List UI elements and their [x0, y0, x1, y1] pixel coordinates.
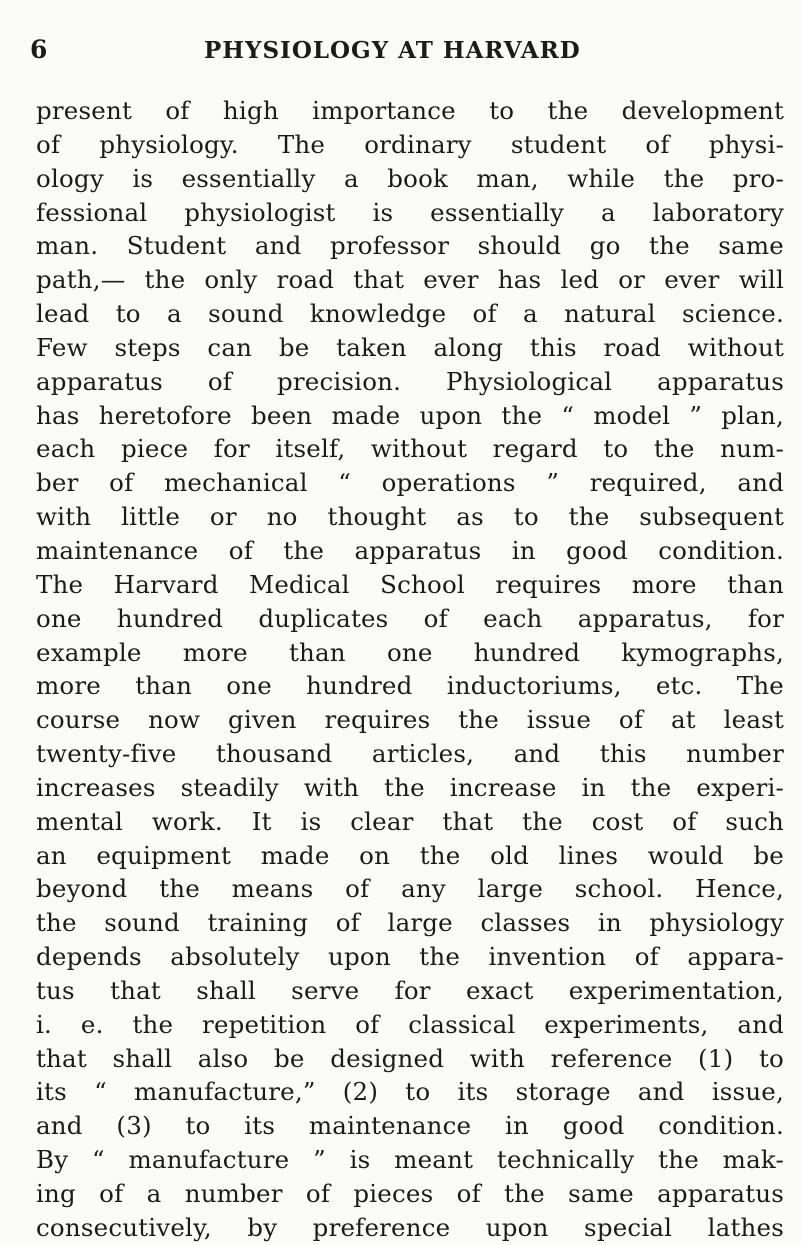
- text-line: ing of a number of pieces of the same apparatus: [36, 1179, 784, 1208]
- text-line: the sound training of large classes in physiology: [36, 908, 784, 938]
- text-line: mental work. It is clear that the cost of such: [36, 806, 784, 836]
- text-line: present of high importance to the development: [36, 96, 784, 125]
- text-line: The Harvard Medical School requires more than: [36, 569, 784, 599]
- text-line: tus that shall serve for exact experimentation,: [36, 975, 784, 1005]
- text-line: twenty-five thousand articles, and this number: [36, 739, 784, 769]
- text-line: path,— the only road that ever has led or ever will: [36, 265, 784, 295]
- text-line: fessional physiologist is essentially a laboratory: [36, 197, 784, 227]
- text-line: with little or no thought as to the subsequent: [36, 502, 784, 532]
- text-line: each piece for itself, without regard to the num-: [36, 434, 784, 464]
- text-line: man. Student and professor should go the same: [36, 231, 784, 261]
- text-line: By “ manufacture ” is meant technically the mak-: [36, 1145, 784, 1175]
- text-line: increases steadily with the increase in the experi-: [36, 772, 784, 802]
- text-line: ber of mechanical “ operations ” required, and: [36, 468, 784, 498]
- text-line: apparatus of precision. Physiological apparatus: [36, 366, 784, 396]
- text-line: more than one hundred inductoriums, etc. The: [36, 671, 784, 701]
- text-line: that shall also be designed with reference (1) to: [36, 1043, 784, 1073]
- text-line: and (3) to its maintenance in good condition.: [36, 1111, 784, 1141]
- text-line: course now given requires the issue of at least: [36, 705, 784, 735]
- text-line: beyond the means of any large school. Hence,: [36, 874, 784, 904]
- text-line: maintenance of the apparatus in good condition.: [36, 535, 784, 565]
- body-paragraph: [36, 94, 784, 1245]
- running-title: PHYSIOLOGY AT HARVARD: [204, 37, 581, 64]
- text-line: i. e. the repetition of classical experiments, and: [36, 1009, 784, 1039]
- text-line: an equipment made on the old lines would be: [36, 840, 784, 870]
- text-line: example more than one hundred kymographs,: [36, 637, 784, 667]
- text-line: consecutively, by preference upon special lathes: [36, 1212, 784, 1242]
- text-line: its “ manufacture,” (2) to its storage and issue,: [36, 1077, 784, 1107]
- text-line: of physiology. The ordinary student of physi-: [36, 129, 784, 159]
- text-line: ology is essentially a book man, while the pro-: [36, 163, 784, 193]
- text-line: Few steps can be taken along this road without: [36, 332, 784, 362]
- text-line: lead to a sound knowledge of a natural science.: [36, 299, 784, 329]
- page-number: 6: [30, 35, 48, 64]
- text-line: depends absolutely upon the invention of appara-: [36, 942, 784, 972]
- text-line: has heretofore been made upon the “ model ” plan,: [36, 400, 784, 430]
- text-line: one hundred duplicates of each apparatus, for: [36, 603, 784, 633]
